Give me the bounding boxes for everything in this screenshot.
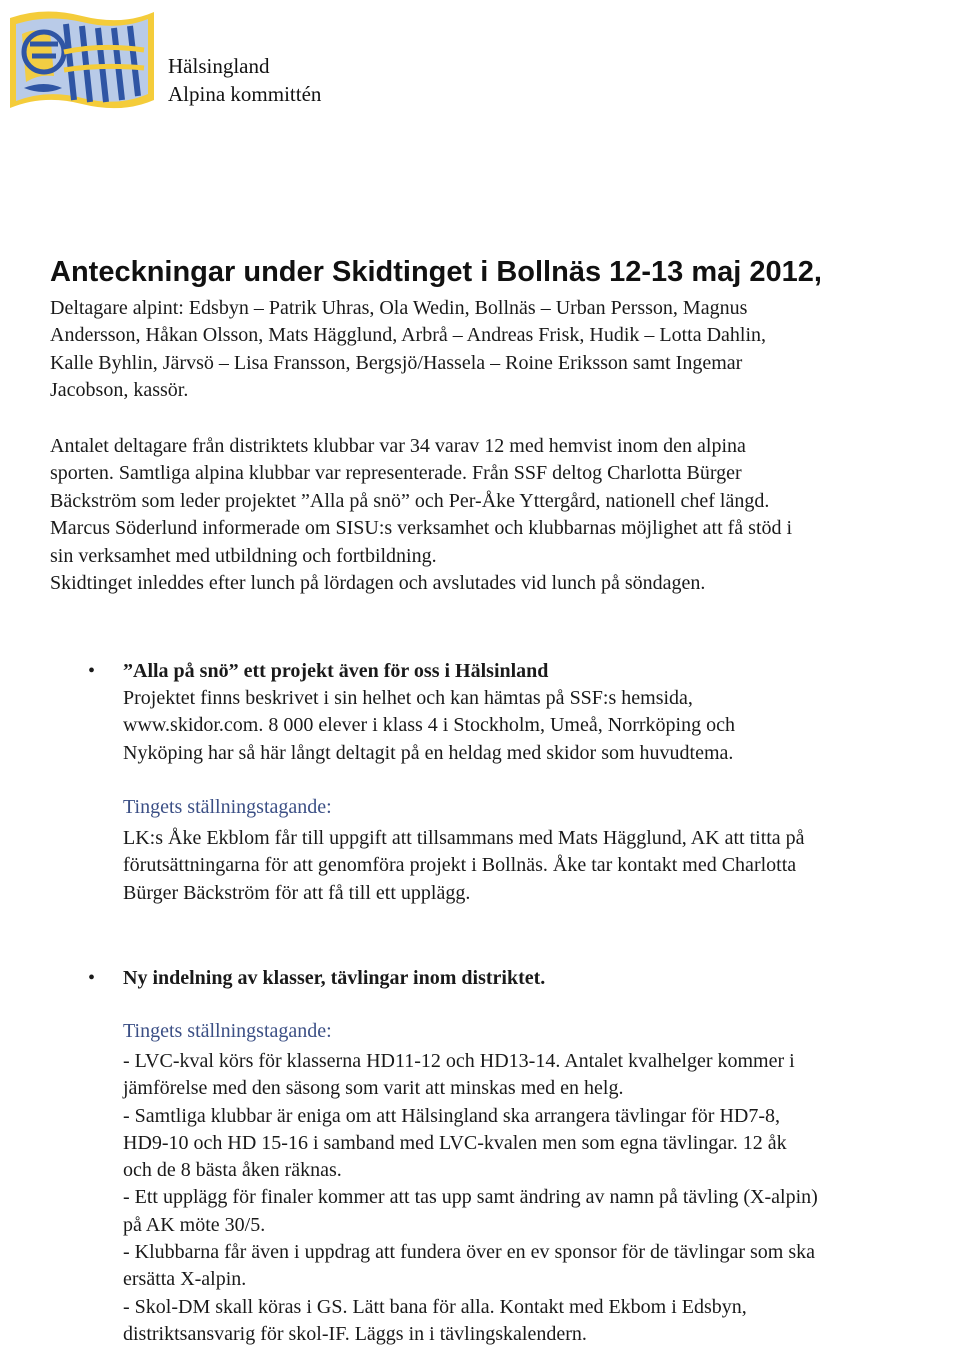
summary-line: Skidtinget inleddes efter lunch på lördagen och avslutades vid lunch på söndagen. xyxy=(50,572,706,595)
summary-line: Marcus Söderlund informerade om SISU:s verksamhet och klubbarnas möjlighet att få stöd i xyxy=(50,517,793,540)
decision-line: Bürger Bäckström för att få till ett upplägg. xyxy=(123,881,471,904)
org-line-1: Hälsingland xyxy=(168,54,270,78)
section-body-line: www.skidor.com. 8 000 elever i klass 4 i Stockholm, Umeå, Norrköping och xyxy=(123,714,735,737)
summary-line: sporten. Samtliga alpina klubbar var representerade. Från SSF deltog Charlotta Bürger xyxy=(50,462,742,485)
section-heading-alla-pa-sno: ”Alla på snö” ett projekt även för oss i Hälsinland xyxy=(123,660,549,682)
decision-line: HD9-10 och HD 15-16 i samband med LVC-kvalen men som egna tävlingar. 12 åk xyxy=(123,1131,787,1154)
decision-text xyxy=(123,825,953,907)
decision-line: ersätta X-alpin. xyxy=(123,1268,247,1291)
decision-line: - Klubbarna får även i uppdrag att fundera över en ev sponsor för de tävlingar som ska xyxy=(123,1241,815,1264)
decision-line: - Skol-DM skall köras i GS. Lätt bana för alla. Kontakt med Ekbom i Edsbyn, xyxy=(123,1295,747,1318)
decision-line: på AK möte 30/5. xyxy=(123,1213,266,1236)
decision-line: LK:s Åke Ekblom får till uppgift att tillsammans med Mats Hägglund, AK att titta på xyxy=(123,827,805,849)
decision-line: - LVC-kval körs för klasserna HD11-12 och HD13-14. Antalet kvalhelger kommer i xyxy=(123,1050,795,1072)
bullet-marker: • xyxy=(88,660,96,682)
summary-line: Bäckström som leder projektet ”Alla på snö” och Per-Åke Yttergård, nationell chef längd. xyxy=(50,489,770,512)
halsingland-crest-icon xyxy=(4,4,160,120)
participants-line: Andersson, Håkan Olsson, Mats Hägglund, Arbrå – Andreas Frisk, Hudik – Lotta Dahlin, xyxy=(50,324,767,347)
organization-name xyxy=(168,52,321,108)
decision-line: - Ett upplägg för finaler kommer att tas upp samt ändring av namn på tävling (X-alpin) xyxy=(123,1186,818,1209)
org-line-2: Alpina kommittén xyxy=(168,82,322,106)
decision-line: distriktsansvarig för skol-IF. Läggs in i tävlingskalendern. xyxy=(123,1322,587,1345)
participants-line: Kalle Byhlin, Järvsö – Lisa Fransson, Bergsjö/Hassela – Roine Eriksson samt Ingemar xyxy=(50,351,743,374)
decision-line: förutsättningarna för att genomföra projekt i Bollnäs. Åke tar kontakt med Charlotta xyxy=(123,854,797,877)
decision-line: - Samtliga klubbar är eniga om att Hälsingland ska arrangera tävlingar för HD7-8, xyxy=(123,1104,781,1127)
decision-line: och de 8 bästa åken räknas. xyxy=(123,1159,342,1182)
bullet-marker: • xyxy=(88,967,96,989)
summary-line: Antalet deltagare från distriktets klubbar var 34 varav 12 med hemvist inom den alpina xyxy=(50,435,746,457)
document-title: Anteckningar under Skidtinget i Bollnäs 12-13 maj 2012, xyxy=(50,256,822,288)
summary-paragraph xyxy=(50,433,950,597)
section-body-line: Projektet finns beskrivet i sin helhet och kan hämtas på SSF:s hemsida, xyxy=(123,687,693,709)
participants-paragraph xyxy=(50,295,950,405)
decision-label: Tingets ställningstagande: xyxy=(123,796,332,818)
participants-line: Jacobson, kassör. xyxy=(50,379,189,402)
decision-text xyxy=(123,1048,953,1348)
section-heading-ny-indelning: Ny indelning av klasser, tävlingar inom distriktet. xyxy=(123,967,546,989)
summary-line: sin verksamhet med utbildning och fortbildning. xyxy=(50,544,437,567)
section-body-line: Nyköping har så här långt deltagit på en heldag med skidor som huvudtema. xyxy=(123,741,734,764)
decision-line: jämförelse med den säsong som varit att minskas med en helg. xyxy=(123,1077,624,1100)
decision-label: Tingets ställningstagande: xyxy=(123,1020,332,1042)
participants-line: Deltagare alpint: Edsbyn – Patrik Uhras, Ola Wedin, Bollnäs – Urban Persson, Magnus xyxy=(50,297,748,319)
section-body xyxy=(123,685,953,767)
